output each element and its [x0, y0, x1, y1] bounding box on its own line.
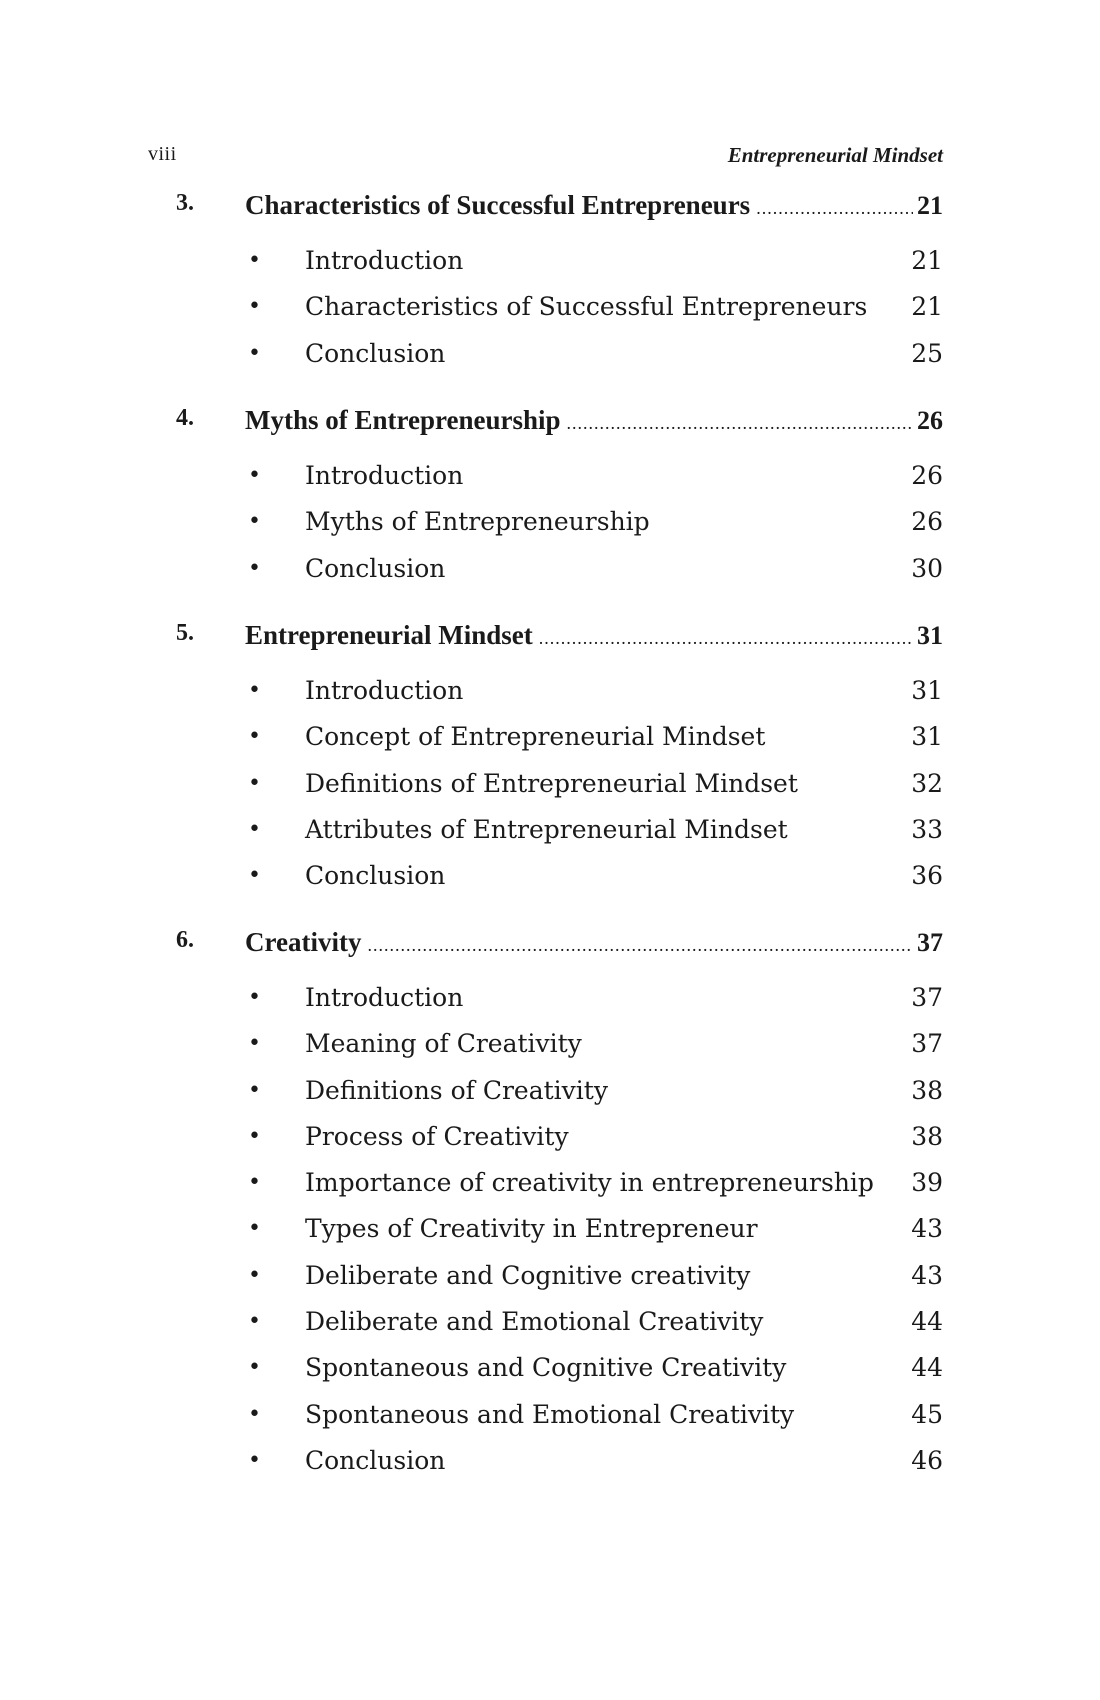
bullet-icon: •: [248, 463, 261, 488]
book-title: Entrepreneurial Mindset: [727, 143, 943, 167]
bullet-icon: •: [248, 678, 261, 703]
chapter-heading[interactable]: [148, 927, 943, 967]
section-page: 25: [911, 338, 943, 368]
toc-chapter: [148, 927, 943, 1492]
toc-section[interactable]: [148, 1261, 943, 1307]
section-title: Definitions of Entrepreneurial Mindset: [305, 768, 798, 798]
chapter-number: 6.: [176, 927, 194, 953]
chapter-page: 31: [917, 621, 943, 650]
section-page: 30: [911, 553, 943, 583]
section-title: Definitions of Creativity: [305, 1075, 608, 1105]
toc-section[interactable]: [148, 507, 943, 553]
section-page: 43: [911, 1260, 943, 1290]
section-page: 46: [911, 1445, 943, 1475]
toc-section[interactable]: [148, 1400, 943, 1446]
toc-section[interactable]: [148, 861, 943, 907]
toc-section[interactable]: [148, 554, 943, 600]
bullet-icon: •: [248, 1077, 261, 1103]
toc-section[interactable]: [148, 676, 943, 722]
toc-section[interactable]: [148, 1446, 943, 1492]
section-page: 37: [911, 983, 943, 1012]
section-title: Meaning of Creativity: [305, 1029, 582, 1059]
chapter-title: Characteristics of Successful Entrepreneurs: [245, 190, 751, 220]
chapter-title: Myths of Entrepreneurship: [245, 405, 561, 435]
section-page: 36: [911, 861, 943, 891]
toc-section[interactable]: [148, 722, 943, 768]
toc-section[interactable]: [148, 461, 943, 507]
toc-section[interactable]: [148, 769, 943, 815]
chapter-page: 21: [917, 191, 943, 220]
toc-chapter: [148, 190, 943, 385]
section-title: Introduction: [305, 461, 464, 490]
chapter-heading[interactable]: [148, 190, 943, 230]
bullet-icon: •: [248, 770, 261, 796]
bullet-icon: •: [248, 248, 261, 273]
running-head: [148, 143, 943, 173]
chapter-number: 3.: [176, 190, 194, 216]
toc-section[interactable]: [148, 1168, 943, 1214]
bullet-icon: •: [248, 724, 261, 750]
section-page: 32: [911, 768, 943, 798]
toc-section[interactable]: [148, 292, 943, 338]
section-list: [148, 246, 943, 385]
section-title: Introduction: [305, 676, 464, 705]
section-page: 26: [911, 507, 943, 537]
chapter-title: Entrepreneurial Mindset: [245, 620, 533, 650]
bullet-icon: •: [248, 1355, 261, 1381]
toc-section[interactable]: [148, 1307, 943, 1353]
section-list: [148, 676, 943, 907]
section-title: Attributes of Entrepreneurial Mindset: [305, 814, 788, 844]
bullet-icon: •: [248, 294, 261, 320]
chapter-number: 5.: [176, 620, 194, 646]
bullet-icon: •: [248, 816, 261, 842]
bullet-icon: •: [248, 1401, 261, 1427]
toc-section[interactable]: [148, 1076, 943, 1122]
toc-section[interactable]: [148, 1353, 943, 1399]
bullet-icon: •: [248, 1262, 261, 1288]
section-page: 31: [911, 722, 943, 752]
section-list: [148, 983, 943, 1492]
section-title: Conclusion: [305, 861, 446, 891]
section-page: 38: [911, 1075, 943, 1105]
bullet-icon: •: [248, 509, 261, 535]
section-title: Conclusion: [305, 553, 446, 583]
dot-leader: [367, 935, 913, 956]
section-title: Deliberate and Cognitive creativity: [305, 1260, 751, 1290]
section-title: Process of Creativity: [305, 1121, 569, 1151]
toc-chapter: [148, 620, 943, 907]
toc-section[interactable]: [148, 246, 943, 292]
bullet-icon: •: [248, 1309, 261, 1335]
section-title: Characteristics of Successful Entrepreneurs: [305, 292, 868, 322]
bullet-icon: •: [248, 1031, 261, 1057]
section-page: 33: [911, 814, 943, 844]
dot-leader: [567, 413, 913, 434]
section-page: 44: [911, 1353, 943, 1383]
toc-section[interactable]: [148, 1029, 943, 1075]
section-title: Conclusion: [305, 1445, 446, 1475]
section-title: Conclusion: [305, 338, 446, 368]
bullet-icon: •: [248, 863, 261, 889]
section-list: [148, 461, 943, 600]
section-title: Types of Creativity in Entrepreneur: [305, 1214, 758, 1244]
section-title: Importance of creativity in entrepreneurship: [305, 1168, 874, 1198]
section-page: 21: [911, 246, 943, 275]
dot-leader: [539, 628, 913, 649]
section-page: 39: [911, 1168, 943, 1198]
chapter-number: 4.: [176, 405, 194, 431]
chapter-page: 37: [917, 928, 943, 957]
toc-section[interactable]: [148, 339, 943, 385]
section-title: Myths of Entrepreneurship: [305, 507, 650, 537]
section-title: Introduction: [305, 246, 464, 275]
bullet-icon: •: [248, 985, 261, 1010]
section-page: 31: [911, 676, 943, 705]
toc-section[interactable]: [148, 983, 943, 1029]
section-page: 45: [911, 1399, 943, 1429]
chapter-heading[interactable]: [148, 620, 943, 660]
section-page: 26: [911, 461, 943, 490]
section-title: Deliberate and Emotional Creativity: [305, 1307, 764, 1337]
page-number: viii: [148, 143, 177, 165]
bullet-icon: •: [248, 340, 261, 366]
bullet-icon: •: [248, 555, 261, 581]
section-page: 43: [911, 1214, 943, 1244]
section-title: Introduction: [305, 983, 464, 1012]
toc-chapter: [148, 405, 943, 600]
bullet-icon: •: [248, 1447, 261, 1473]
chapter-page: 26: [917, 406, 943, 435]
section-page: 38: [911, 1121, 943, 1151]
bullet-icon: •: [248, 1170, 261, 1196]
section-page: 37: [911, 1029, 943, 1059]
bullet-icon: •: [248, 1123, 261, 1149]
chapter-heading[interactable]: [148, 405, 943, 445]
section-page: 44: [911, 1307, 943, 1337]
toc-section[interactable]: [148, 1214, 943, 1260]
section-title: Concept of Entrepreneurial Mindset: [305, 722, 766, 752]
chapter-title: Creativity: [245, 927, 362, 957]
bullet-icon: •: [248, 1216, 261, 1242]
toc-section[interactable]: [148, 1122, 943, 1168]
section-title: Spontaneous and Emotional Creativity: [305, 1399, 795, 1429]
section-title: Spontaneous and Cognitive Creativity: [305, 1353, 787, 1383]
dot-leader: [756, 198, 913, 219]
section-page: 21: [911, 292, 943, 322]
toc-section[interactable]: [148, 815, 943, 861]
